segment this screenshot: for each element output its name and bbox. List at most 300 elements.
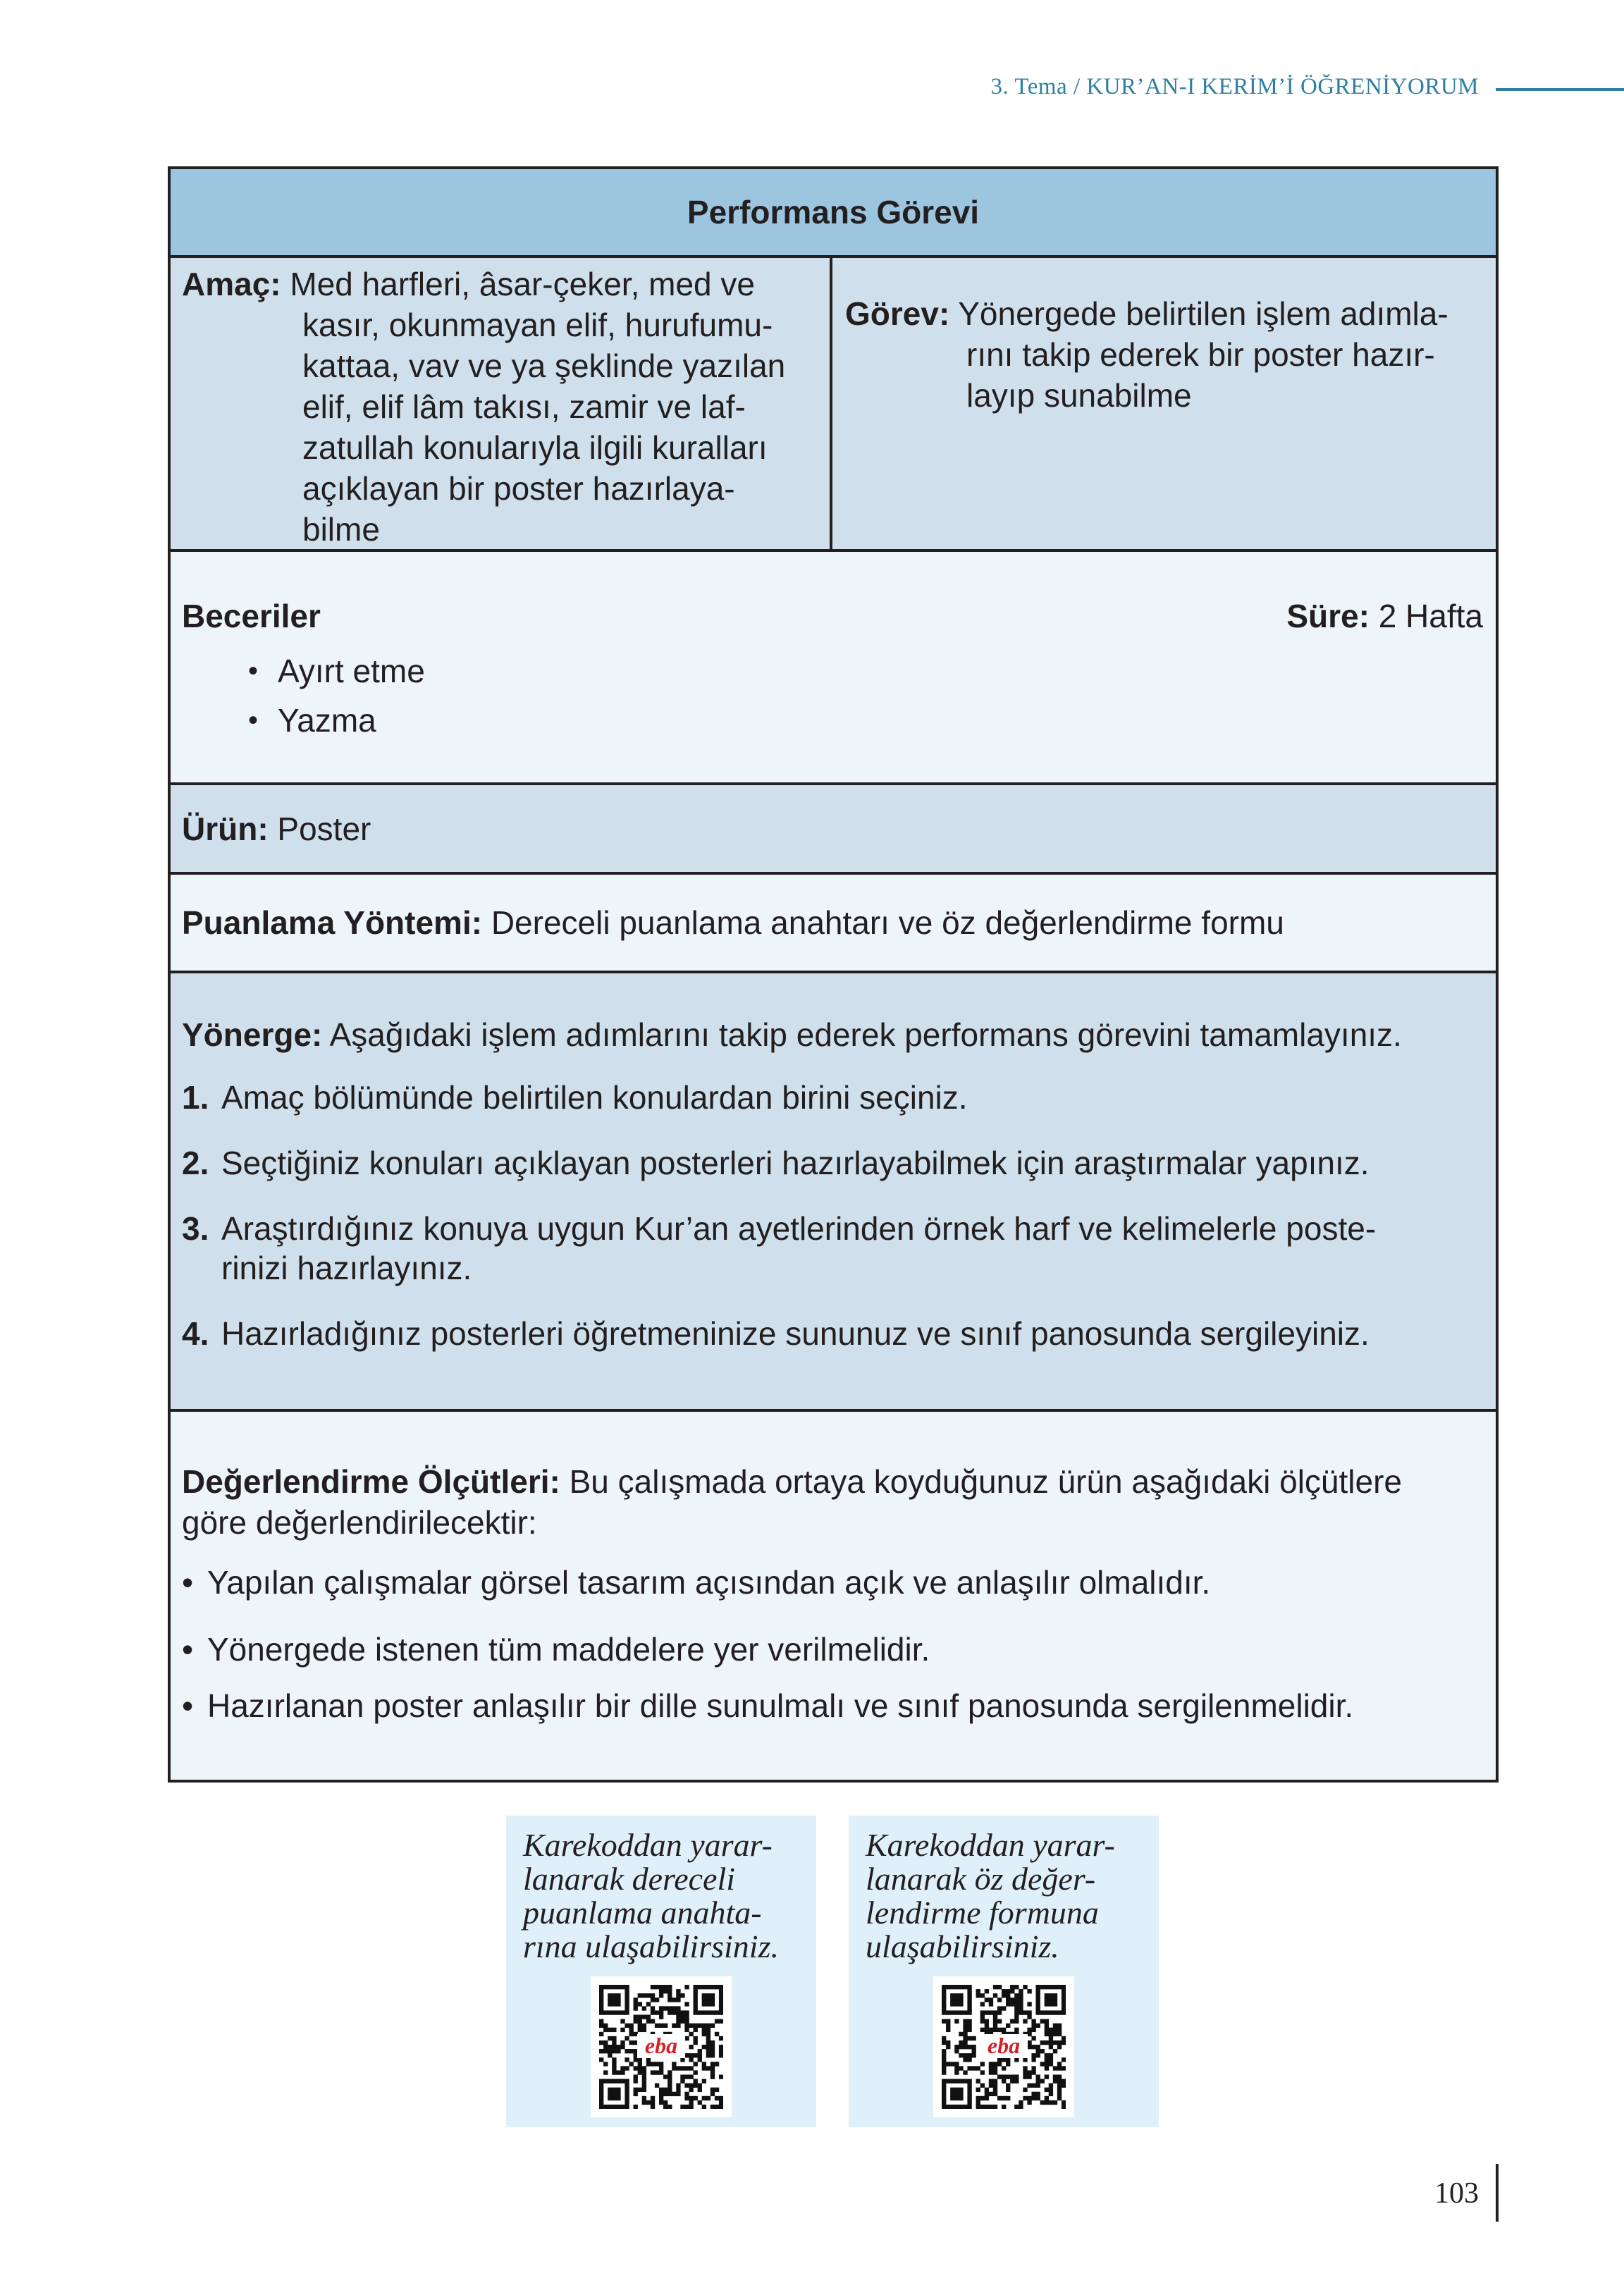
qr-module	[663, 2100, 668, 2105]
qr-module	[620, 2010, 625, 2014]
qr-module	[616, 2092, 620, 2096]
instruction-step	[182, 1209, 1376, 1288]
qr-module	[1045, 2040, 1049, 2045]
qr-module	[646, 2019, 651, 2024]
qr-module	[946, 2105, 950, 2109]
qr-module	[1062, 2079, 1066, 2083]
step-number: 3.	[182, 1210, 209, 1247]
qr-module	[694, 2062, 698, 2066]
qr-module	[616, 2010, 620, 2014]
qr-module	[702, 1997, 706, 2002]
qr-module	[950, 2105, 954, 2109]
qr-module	[950, 1985, 954, 1989]
qr-module	[620, 2105, 625, 2109]
qr-module	[980, 2010, 985, 2014]
qr-module	[710, 2062, 715, 2066]
qr-module	[625, 2100, 629, 2105]
qr-module	[684, 2014, 689, 2019]
qr-module	[698, 2010, 702, 2014]
qr-module	[651, 2105, 655, 2109]
qr-module	[1057, 2083, 1062, 2088]
qr-module	[1053, 1997, 1057, 2002]
qr-module	[672, 2066, 676, 2070]
qr-module	[1031, 2036, 1035, 2040]
qr-module	[1049, 2028, 1053, 2032]
qr-module	[710, 2040, 715, 2045]
qr-module	[612, 1985, 616, 1989]
qr-module	[1053, 1985, 1057, 1989]
qr-card-text	[523, 1828, 809, 1964]
qr-module	[620, 2079, 625, 2083]
qr-module	[954, 2096, 959, 2100]
qr-module	[967, 2092, 971, 2096]
qr-module	[959, 2105, 963, 2109]
qr-module	[1023, 1985, 1027, 1989]
qr-module	[710, 2074, 715, 2079]
qr-module	[702, 2032, 706, 2036]
qr-module	[702, 2024, 706, 2028]
qr-module	[967, 2002, 971, 2006]
qr-module	[1036, 2074, 1040, 2079]
task-label: Görev:	[845, 295, 950, 332]
qr-module	[1036, 2049, 1040, 2053]
qr-module	[646, 2014, 651, 2019]
qr-module	[719, 2096, 723, 2100]
qr-module	[620, 2070, 625, 2074]
qr-module	[668, 2105, 672, 2109]
qr-module	[967, 2036, 971, 2040]
qr-module	[967, 2096, 971, 2100]
instructions-intro-text: Aşağıdaki işlem adımlarını takip ederek performans görevini tamamlayınız.	[329, 1016, 1402, 1053]
qr-module	[1014, 2057, 1019, 2062]
qr-module	[603, 2045, 608, 2049]
qr-module	[706, 1993, 710, 1997]
qr-module	[1019, 2100, 1023, 2105]
product-value: Poster	[277, 810, 371, 847]
qr-module	[694, 2096, 698, 2100]
qr-module	[1027, 2040, 1031, 2045]
qr-module	[642, 2088, 646, 2092]
qr-module	[950, 2079, 954, 2083]
page-number: 103	[1434, 2177, 1479, 2210]
qr-module	[719, 2002, 723, 2006]
qr-module	[599, 2006, 603, 2010]
qr-module	[989, 1997, 993, 2002]
qr-module	[694, 2028, 698, 2032]
qr-module	[651, 1985, 655, 1989]
qr-module	[1057, 2096, 1062, 2100]
qr-module	[663, 2006, 668, 2010]
scoring-row	[171, 875, 1496, 973]
qr-module	[710, 2045, 715, 2049]
qr-module	[963, 2010, 967, 2014]
qr-module	[1057, 2040, 1062, 2045]
qr-module	[655, 2010, 659, 2014]
qr-module	[942, 2062, 946, 2066]
qr-module	[1045, 1985, 1049, 1989]
qr-card-self-assessment	[849, 1816, 1159, 2127]
qr-module	[668, 2070, 672, 2074]
qr-module	[1045, 2062, 1049, 2066]
qr-module	[1036, 1985, 1040, 1989]
qr-module	[676, 2083, 680, 2088]
qr-module	[976, 1993, 980, 1997]
qr-module	[680, 2066, 684, 2070]
qr-module	[608, 1997, 612, 2002]
qr-module	[706, 1985, 710, 1989]
qr-module	[1057, 2010, 1062, 2014]
task-line-1	[845, 293, 1482, 334]
qr-module	[629, 2040, 633, 2045]
qr-module	[1062, 2066, 1066, 2070]
qr-module	[967, 2024, 971, 2028]
page-number-rule	[1496, 2164, 1499, 2222]
qr-module	[625, 2092, 629, 2096]
scoring-value: Dereceli puanlama anahtarı ve öz değerlendirme formu	[491, 904, 1284, 941]
qr-module	[950, 2062, 954, 2066]
qr-module	[954, 2088, 959, 2092]
qr-module	[710, 2049, 715, 2053]
qr-module	[1040, 2100, 1045, 2105]
qr-module	[638, 2024, 642, 2028]
qr-module	[1062, 2002, 1066, 2006]
qr-module	[963, 2079, 967, 2083]
qr-module	[954, 2049, 959, 2053]
qr-module	[710, 2092, 715, 2096]
qr-module	[599, 2049, 603, 2053]
qr-module	[668, 1989, 672, 1993]
qr-module	[684, 2092, 689, 2096]
qr-module	[976, 2066, 980, 2070]
qr-module	[971, 2036, 976, 2040]
qr-module	[942, 1989, 946, 1993]
qr-module	[1049, 2036, 1053, 2040]
qr-module	[1010, 2074, 1014, 2079]
qr-module	[694, 1993, 698, 1997]
qr-module	[620, 2028, 625, 2032]
qr-module	[950, 2096, 954, 2100]
qr-module	[1053, 2066, 1057, 2070]
qr-module	[1006, 2096, 1010, 2100]
qr-module	[694, 2079, 698, 2083]
qr-module	[616, 2049, 620, 2053]
qr-card-line: rına ulaşabilirsiniz.	[523, 1928, 779, 1964]
qr-module	[993, 2105, 997, 2109]
qr-module	[625, 1985, 629, 1989]
qr-module	[1057, 2045, 1062, 2049]
qr-module	[954, 2092, 959, 2096]
qr-module	[603, 2079, 608, 2083]
qr-module	[963, 1985, 967, 1989]
qr-code[interactable]	[933, 1976, 1074, 2117]
qr-module	[985, 2092, 989, 2096]
qr-module	[950, 2088, 954, 2092]
qr-module	[599, 2088, 603, 2092]
qr-module	[612, 2088, 616, 2092]
qr-module	[1002, 2006, 1006, 2010]
qr-module	[680, 2057, 684, 2062]
qr-module	[1040, 2019, 1045, 2024]
qr-module	[659, 2088, 663, 2092]
qr-module	[684, 2053, 689, 2057]
qr-module	[1002, 1989, 1006, 1993]
qr-module	[668, 2088, 672, 2092]
qr-module	[1053, 2100, 1057, 2105]
qr-module	[608, 2105, 612, 2109]
qr-module	[603, 2010, 608, 2014]
qr-module	[625, 2088, 629, 2092]
qr-module	[603, 2040, 608, 2045]
qr-module	[651, 2096, 655, 2100]
qr-module	[963, 2024, 967, 2028]
qr-module	[989, 2092, 993, 2096]
qr-module	[710, 2010, 715, 2014]
duration-label: Süre:	[1286, 598, 1370, 634]
qr-module	[1036, 2053, 1040, 2057]
qr-module	[634, 2002, 638, 2006]
qr-module	[668, 2092, 672, 2096]
qr-module	[971, 2049, 976, 2053]
qr-module	[710, 2053, 715, 2057]
qr-module	[689, 2074, 693, 2079]
qr-module	[1053, 2002, 1057, 2006]
qr-module	[1049, 1993, 1053, 1997]
qr-module	[1002, 2066, 1006, 2070]
qr-module	[642, 2028, 646, 2032]
qr-module	[1049, 2057, 1053, 2062]
qr-module	[676, 2010, 680, 2014]
qr-module	[942, 2057, 946, 2062]
qr-module	[997, 2019, 1002, 2024]
qr-module	[638, 2062, 642, 2066]
qr-module	[698, 2100, 702, 2105]
qr-module	[954, 1993, 959, 1997]
qr-module	[608, 2049, 612, 2053]
qr-module	[634, 2040, 638, 2045]
qr-module	[1006, 1993, 1010, 1997]
qr-module	[672, 2062, 676, 2066]
qr-module	[1023, 2066, 1027, 2070]
qr-module	[599, 2092, 603, 2096]
qr-module	[1045, 2088, 1049, 2092]
qr-module	[702, 2079, 706, 2083]
qr-module	[1053, 2024, 1057, 2028]
qr-module	[702, 2010, 706, 2014]
product-label: Ürün:	[182, 810, 269, 847]
qr-module	[1053, 1993, 1057, 1997]
qr-module	[1057, 2062, 1062, 2066]
qr-module	[959, 2002, 963, 2006]
qr-module	[1049, 2002, 1053, 2006]
qr-module	[967, 2019, 971, 2024]
qr-module	[1049, 2092, 1053, 2096]
qr-module	[967, 2057, 971, 2062]
qr-module	[719, 1989, 723, 1993]
goal-line-4: elif, elif lâm takısı, zamir ve laf-	[302, 388, 746, 425]
bullet: •	[182, 1631, 194, 1668]
qr-module	[668, 1993, 672, 1997]
qr-module	[1019, 2105, 1023, 2109]
qr-module	[946, 2079, 950, 2083]
qr-module	[638, 2014, 642, 2019]
qr-module	[599, 2079, 603, 2083]
qr-module	[612, 2057, 616, 2062]
qr-module	[710, 2088, 715, 2092]
qr-module	[698, 2088, 702, 2092]
qr-module	[1031, 2083, 1035, 2088]
qr-module	[959, 2053, 963, 2057]
qr-module	[668, 1997, 672, 2002]
qr-module	[1006, 2062, 1010, 2066]
qr-card-line: ulaşabilirsiniz.	[866, 1928, 1059, 1964]
qr-module	[603, 2049, 608, 2053]
qr-module	[1006, 2057, 1010, 2062]
qr-module	[1023, 2010, 1027, 2014]
qr-module	[603, 2062, 608, 2066]
qr-module	[642, 2006, 646, 2010]
qr-module	[694, 1985, 698, 1989]
qr-module	[1045, 2002, 1049, 2006]
qr-module	[1040, 1985, 1045, 1989]
qr-module	[676, 2019, 680, 2024]
qr-module	[1027, 2100, 1031, 2105]
qr-module	[715, 2062, 719, 2066]
qr-module	[719, 2100, 723, 2105]
qr-module	[1031, 2070, 1035, 2074]
qr-module	[689, 2096, 693, 2100]
qr-module	[659, 2096, 663, 2100]
qr-module	[980, 2083, 985, 2088]
qr-module	[1049, 2088, 1053, 2092]
qr-module	[985, 1997, 989, 2002]
goal-task-row	[171, 258, 1496, 552]
qr-module	[1057, 2088, 1062, 2092]
qr-module	[1002, 2057, 1006, 2062]
qr-module	[702, 2028, 706, 2032]
qr-module	[694, 1997, 698, 2002]
qr-module	[989, 2010, 993, 2014]
goal-text-1: Med harfleri, âsar-çeker, med ve	[290, 266, 755, 302]
qr-module	[1062, 1993, 1066, 1997]
qr-module	[963, 2028, 967, 2032]
qr-module	[710, 1997, 715, 2002]
qr-module	[967, 2045, 971, 2049]
qr-module	[625, 2083, 629, 2088]
qr-module	[608, 1993, 612, 1997]
qr-module	[616, 2070, 620, 2074]
qr-module	[698, 2083, 702, 2088]
qr-module	[1036, 2002, 1040, 2006]
qr-module	[715, 2019, 719, 2024]
qr-module	[625, 2036, 629, 2040]
qr-module	[1049, 2032, 1053, 2036]
qr-module	[942, 2010, 946, 2014]
qr-module	[967, 2100, 971, 2105]
qr-module	[1036, 1989, 1040, 1993]
qr-module	[694, 2010, 698, 2014]
qr-module	[702, 2066, 706, 2070]
qr-module	[719, 2036, 723, 2040]
qr-module	[603, 2024, 608, 2028]
qr-module	[620, 2045, 625, 2049]
qr-module	[599, 2024, 603, 2028]
qr-module	[659, 2062, 663, 2066]
qr-module	[1040, 2062, 1045, 2066]
qr-module	[672, 2092, 676, 2096]
qr-module	[625, 1997, 629, 2002]
qr-module	[663, 1989, 668, 1993]
qr-module	[599, 2032, 603, 2036]
qr-module	[985, 2088, 989, 2092]
qr-module	[629, 2032, 633, 2036]
qr-module	[719, 2074, 723, 2079]
qr-module	[1045, 2074, 1049, 2079]
qr-module	[638, 2066, 642, 2070]
qr-module	[634, 2014, 638, 2019]
qr-module	[612, 2045, 616, 2049]
qr-module	[959, 1993, 963, 1997]
qr-module	[993, 1985, 997, 1989]
qr-module	[603, 2105, 608, 2109]
qr-module	[997, 2006, 1002, 2010]
step-text-continued: rinizi hazırlayınız.	[221, 1250, 472, 1286]
evaluation-criterion	[182, 1687, 1353, 1725]
qr-module	[980, 2002, 985, 2006]
qr-module	[942, 2088, 946, 2092]
qr-module	[694, 2006, 698, 2010]
qr-module	[942, 2036, 946, 2040]
qr-module	[608, 2092, 612, 2096]
qr-card-text	[866, 1828, 1152, 1964]
qr-module	[1023, 2070, 1027, 2074]
qr-module	[1045, 2057, 1049, 2062]
qr-module	[719, 1993, 723, 1997]
qr-module	[710, 1993, 715, 1997]
qr-module	[1014, 2019, 1019, 2024]
qr-module	[668, 1985, 672, 1989]
qr-module	[612, 2062, 616, 2066]
qr-module	[1057, 2079, 1062, 2083]
qr-module	[980, 1993, 985, 1997]
qr-module	[1027, 2014, 1031, 2019]
qr-module	[680, 2105, 684, 2109]
qr-module	[625, 2049, 629, 2053]
qr-module	[659, 2010, 663, 2014]
qr-module	[684, 2096, 689, 2100]
qr-module	[668, 2074, 672, 2079]
qr-module	[642, 2070, 646, 2074]
qr-module	[1010, 2002, 1014, 2006]
qr-module	[608, 2028, 612, 2032]
qr-module	[967, 2105, 971, 2109]
qr-code[interactable]	[591, 1976, 732, 2117]
qr-module	[942, 2092, 946, 2096]
qr-module	[599, 1997, 603, 2002]
qr-module	[954, 2066, 959, 2070]
qr-module	[976, 1989, 980, 1993]
qr-module	[719, 2045, 723, 2049]
qr-module	[638, 1993, 642, 1997]
qr-module	[608, 2053, 612, 2057]
qr-module	[942, 2105, 946, 2109]
qr-module	[698, 2049, 702, 2053]
qr-module	[942, 2100, 946, 2105]
qr-module	[684, 1985, 689, 1989]
task-cell	[832, 258, 1496, 549]
qr-module	[655, 2024, 659, 2028]
eba-logo: eba	[987, 2033, 1021, 2058]
qr-module	[1027, 2028, 1031, 2032]
